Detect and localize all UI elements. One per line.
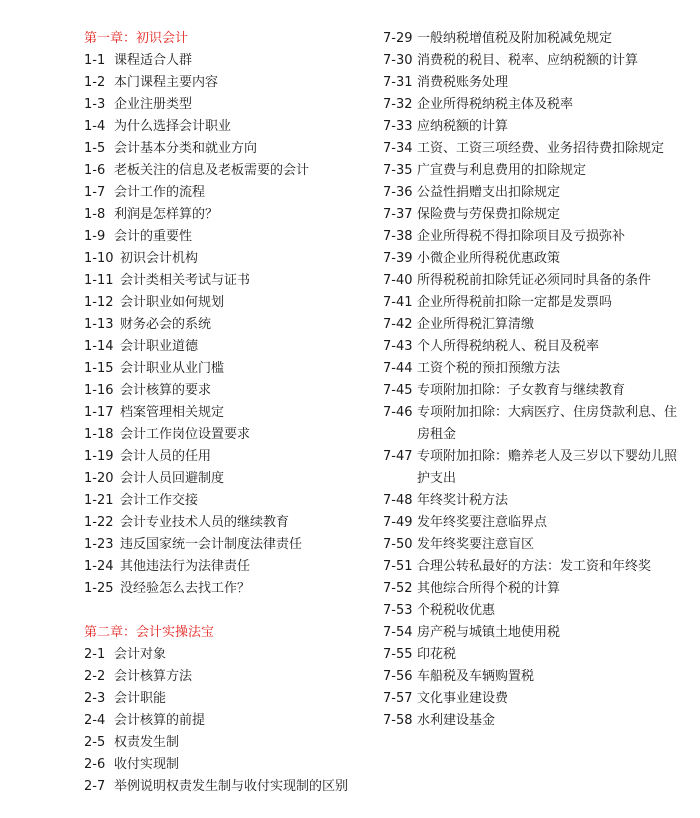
outline-item [383, 710, 683, 732]
outline-item [383, 182, 683, 204]
item-number: 1-6 [84, 163, 106, 178]
item-title: 收付实现制 [114, 757, 180, 772]
outline-item [84, 578, 354, 600]
item-title: 会计核算方法 [114, 669, 193, 684]
item-number: 1-18 [84, 427, 114, 442]
outline-item [84, 490, 354, 512]
item-title: 文化事业建设费 [417, 691, 509, 706]
item-number: 1-4 [84, 119, 106, 134]
item-number: 7-45 [383, 383, 413, 398]
chapter-2-list [84, 644, 354, 798]
item-title: 企业所得税汇算清缴 [417, 317, 535, 332]
outline-item [84, 336, 354, 358]
chapter-2-heading: 第二章：会计实操法宝 [84, 625, 215, 640]
outline-item [383, 226, 683, 248]
outline-item [84, 732, 354, 754]
item-number: 7-29 [383, 31, 413, 46]
item-number: 7-41 [383, 295, 413, 310]
outline-item [84, 116, 354, 138]
outline-item [383, 270, 683, 292]
item-number: 1-3 [84, 97, 106, 112]
item-number: 7-48 [383, 493, 413, 508]
item-number: 1-7 [84, 185, 106, 200]
item-number: 7-33 [383, 119, 413, 134]
item-number: 7-46 [383, 405, 413, 420]
outline-item [84, 50, 354, 72]
outline-item [84, 292, 354, 314]
section-spacer [84, 600, 354, 622]
outline-item [383, 358, 683, 380]
item-title: 专项附加扣除：赡养老人及三岁以下婴幼儿照护支出 [417, 449, 678, 486]
item-number: 1-19 [84, 449, 114, 464]
item-number: 1-21 [84, 493, 114, 508]
item-title: 会计职能 [114, 691, 167, 706]
item-number: 2-3 [84, 691, 106, 706]
item-title: 专项附加扣除：大病医疗、住房贷款利息、住房租金 [417, 405, 678, 442]
item-title: 会计核算的前提 [114, 713, 206, 728]
outline-item [383, 28, 683, 50]
item-number: 1-25 [84, 581, 114, 596]
item-number: 7-54 [383, 625, 413, 640]
outline-item [383, 204, 683, 226]
outline-item [84, 644, 354, 666]
item-title: 个人所得税纳税人、税目及税率 [417, 339, 600, 354]
item-number: 1-10 [84, 251, 114, 266]
item-title: 其他违法行为法律责任 [120, 559, 251, 574]
item-title: 公益性捐赠支出扣除规定 [417, 185, 561, 200]
item-title: 会计专业技术人员的继续教育 [120, 515, 290, 530]
item-title: 保险费与劳保费扣除规定 [417, 207, 561, 222]
item-number: 7-32 [383, 97, 413, 112]
item-number: 7-42 [383, 317, 413, 332]
outline-item [84, 226, 354, 248]
outline-item [84, 380, 354, 402]
left-column [84, 28, 354, 798]
item-number: 7-38 [383, 229, 413, 244]
item-number: 1-8 [84, 207, 106, 222]
outline-item [383, 116, 683, 138]
item-title: 会计工作岗位设置要求 [120, 427, 251, 442]
item-number: 2-6 [84, 757, 106, 772]
outline-item [383, 490, 683, 512]
item-number: 7-58 [383, 713, 413, 728]
item-number: 1-20 [84, 471, 114, 486]
item-number: 1-23 [84, 537, 114, 552]
outline-item [383, 402, 683, 446]
item-title: 会计人员的任用 [120, 449, 212, 464]
outline-item [383, 248, 683, 270]
item-number: 1-5 [84, 141, 106, 156]
item-number: 7-53 [383, 603, 413, 618]
item-number: 7-50 [383, 537, 413, 552]
outline-item [383, 600, 683, 622]
outline-item [84, 468, 354, 490]
outline-item [383, 644, 683, 666]
outline-item [383, 160, 683, 182]
outline-item [84, 204, 354, 226]
item-title: 本门课程主要内容 [114, 75, 219, 90]
item-title: 一般纳税增值税及附加税减免规定 [417, 31, 613, 46]
item-number: 7-31 [383, 75, 413, 90]
item-number: 1-1 [84, 53, 106, 68]
outline-item [84, 776, 354, 798]
item-title: 老板关注的信息及老板需要的会计 [114, 163, 310, 178]
item-number: 7-52 [383, 581, 413, 596]
item-number: 1-9 [84, 229, 106, 244]
outline-item [383, 138, 683, 160]
item-title: 应纳税额的计算 [417, 119, 509, 134]
item-number: 2-5 [84, 735, 106, 750]
item-number: 1-16 [84, 383, 114, 398]
outline-item [383, 446, 683, 490]
item-title: 会计类相关考试与证书 [120, 273, 251, 288]
outline-item [84, 402, 354, 424]
item-title: 专项附加扣除：子女教育与继续教育 [417, 383, 626, 398]
item-title: 印花税 [417, 647, 457, 662]
item-title: 会计对象 [114, 647, 167, 662]
item-title: 会计职业如何规划 [120, 295, 225, 310]
item-title: 消费税账务处理 [417, 75, 509, 90]
item-number: 7-35 [383, 163, 413, 178]
outline-item [84, 358, 354, 380]
item-title: 车船税及车辆购置税 [417, 669, 535, 684]
outline-item [383, 534, 683, 556]
item-title: 企业所得税纳税主体及税率 [417, 97, 574, 112]
outline-item [84, 754, 354, 776]
item-number: 7-55 [383, 647, 413, 662]
outline-item [84, 138, 354, 160]
item-number: 2-4 [84, 713, 106, 728]
item-title: 个税税收优惠 [417, 603, 496, 618]
item-number: 1-13 [84, 317, 114, 332]
item-title: 利润是怎样算的？ [114, 207, 219, 222]
outline-item [84, 512, 354, 534]
item-title: 工资个税的预扣预缴方法 [417, 361, 561, 376]
outline-item [84, 534, 354, 556]
item-title: 权责发生制 [114, 735, 180, 750]
item-title: 会计工作交接 [120, 493, 199, 508]
outline-item [383, 314, 683, 336]
item-number: 7-44 [383, 361, 413, 376]
item-number: 2-7 [84, 779, 106, 794]
chapter-1-heading: 第一章：初识会计 [84, 31, 189, 46]
item-title: 工资、工资三项经费、业务招待费扣除规定 [417, 141, 665, 156]
outline-item [383, 72, 683, 94]
chapter-7-list [383, 28, 683, 732]
item-title: 小微企业所得税优惠政策 [417, 251, 561, 266]
outline-item [84, 270, 354, 292]
outline-item [383, 578, 683, 600]
outline-item [383, 512, 683, 534]
outline-item [84, 72, 354, 94]
outline-item [383, 556, 683, 578]
item-title: 消费税的税目、税率、应纳税额的计算 [417, 53, 639, 68]
item-title: 财务必会的系统 [120, 317, 212, 332]
item-title: 课程适合人群 [114, 53, 193, 68]
item-number: 7-30 [383, 53, 413, 68]
outline-item [84, 666, 354, 688]
item-title: 年终奖计税方法 [417, 493, 509, 508]
item-title: 会计的重要性 [114, 229, 193, 244]
outline-item [383, 50, 683, 72]
item-title: 企业注册类型 [114, 97, 193, 112]
item-number: 7-36 [383, 185, 413, 200]
item-title: 企业所得税不得扣除项目及亏损弥补 [417, 229, 626, 244]
outline-item [383, 380, 683, 402]
outline-item [84, 248, 354, 270]
item-number: 1-11 [84, 273, 114, 288]
item-number: 7-39 [383, 251, 413, 266]
item-number: 2-2 [84, 669, 106, 684]
item-number: 1-12 [84, 295, 114, 310]
item-number: 2-1 [84, 647, 106, 662]
right-column [383, 28, 683, 732]
item-title: 广宣费与利息费用的扣除规定 [417, 163, 587, 178]
item-title: 其他综合所得个税的计算 [417, 581, 561, 596]
item-number: 7-43 [383, 339, 413, 354]
outline-item [383, 688, 683, 710]
item-title: 档案管理相关规定 [120, 405, 225, 420]
item-title: 发年终奖要注意盲区 [417, 537, 535, 552]
item-number: 1-22 [84, 515, 114, 530]
item-number: 7-40 [383, 273, 413, 288]
outline-item [84, 424, 354, 446]
outline-item [383, 666, 683, 688]
item-title: 发年终奖要注意临界点 [417, 515, 548, 530]
outline-item [84, 314, 354, 336]
outline-item [84, 688, 354, 710]
item-title: 会计职业从业门槛 [120, 361, 225, 376]
outline-item [383, 94, 683, 116]
item-title: 合理公转私最好的方法：发工资和年终奖 [417, 559, 652, 574]
item-title: 举例说明权责发生制与收付实现制的区别 [114, 779, 349, 794]
item-title: 房产税与城镇土地使用税 [417, 625, 561, 640]
item-title: 水利建设基金 [417, 713, 496, 728]
item-number: 7-56 [383, 669, 413, 684]
outline-item [84, 710, 354, 732]
item-title: 没经验怎么去找工作？ [120, 581, 251, 596]
outline-item [84, 94, 354, 116]
item-number: 7-34 [383, 141, 413, 156]
item-number: 1-17 [84, 405, 114, 420]
item-title: 会计职业道德 [120, 339, 199, 354]
item-number: 7-37 [383, 207, 413, 222]
item-number: 1-2 [84, 75, 106, 90]
item-title: 会计工作的流程 [114, 185, 206, 200]
outline-item [84, 160, 354, 182]
outline-item [383, 336, 683, 358]
item-title: 违反国家统一会计制度法律责任 [120, 537, 303, 552]
outline-item [383, 292, 683, 314]
item-title: 会计基本分类和就业方向 [114, 141, 258, 156]
outline-item [84, 446, 354, 468]
outline-item [84, 182, 354, 204]
outline-item [383, 622, 683, 644]
item-number: 7-49 [383, 515, 413, 530]
item-title: 会计核算的要求 [120, 383, 212, 398]
item-number: 7-51 [383, 559, 413, 574]
item-number: 1-14 [84, 339, 114, 354]
item-number: 7-47 [383, 449, 413, 464]
item-title: 所得税税前扣除凭证必须同时具备的条件 [417, 273, 652, 288]
item-title: 初识会计机构 [120, 251, 199, 266]
item-title: 企业所得税前扣除一定都是发票吗 [417, 295, 613, 310]
item-title: 会计人员回避制度 [120, 471, 225, 486]
outline-item [84, 556, 354, 578]
item-number: 1-15 [84, 361, 114, 376]
item-title: 为什么选择会计职业 [114, 119, 232, 134]
item-number: 1-24 [84, 559, 114, 574]
item-number: 7-57 [383, 691, 413, 706]
chapter-1-list [84, 50, 354, 600]
